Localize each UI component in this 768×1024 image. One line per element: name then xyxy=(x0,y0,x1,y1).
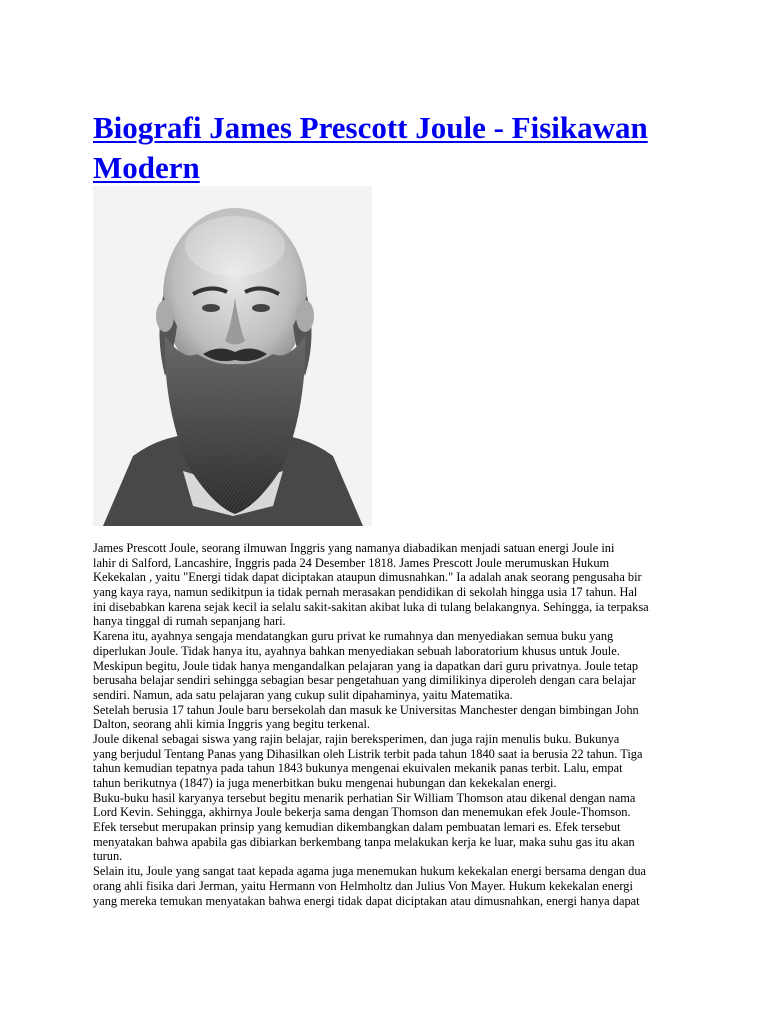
body-line: hanya tinggal di rumah sepanjang hari. xyxy=(93,614,286,629)
body-line: sendiri. Namun, ada satu pelajaran yang cukup sulit dipahaminya, yaitu Matematika. xyxy=(93,687,513,702)
body-line: Lord Kevin. Sehingga, akhirnya Joule bekerja sama dengan Thomson dan menemukan efek Joule-Thomson. xyxy=(93,805,631,820)
body-line: yang berjudul Tentang Panas yang Dihasilkan oleh Listrik terbit pada tahun 1840 saat ia berusia 22 tahun. Tiga xyxy=(93,746,643,761)
body-line: menyatakan bahwa apabila gas dibiarkan berkembang tanpa melakukan kerja ke luar, maka suhu gas itu akan xyxy=(93,834,635,849)
body-line: orang ahli fisika dari Jerman, yaitu Hermann von Helmholtz dan Julius Von Mayer. Hukum kekekalan energi xyxy=(93,878,633,893)
portrait-image xyxy=(93,186,372,526)
body-line: Karena itu, ayahnya sengaja mendatangkan guru privat ke rumahnya dan menyediakan semua buku yang xyxy=(93,629,614,644)
body-line: berusaha belajar sendiri sehingga sebagian besar pengetahuan yang dimilikinya diperoleh dengan cara belajar xyxy=(93,673,636,688)
body-line: lahir di Salford, Lancashire, Inggris pada 24 Desember 1818. James Prescott Joule merumuskan Hukum xyxy=(93,555,610,570)
title-line-1[interactable]: Biografi James Prescott Joule - Fisikawan xyxy=(93,110,648,145)
body-line: yang mereka temukan menyatakan bahwa energi tidak dapat diciptakan atau dimusnahkan, energi hanya dapat xyxy=(93,893,640,908)
body-line: tahun kemudian tepatnya pada tahun 1843 bukunya mengenai ekuivalen mekanik panas terbit. Lalu, empat xyxy=(93,761,623,776)
body-line: Kekekalan , yaitu "Energi tidak dapat diciptakan ataupun dimusnahkan." Ia adalah anak seorang pengusaha bir xyxy=(93,570,642,585)
body-line: Setelah berusia 17 tahun Joule baru bersekolah dan masuk ke Universitas Manchester dengan bimbingan John xyxy=(93,702,639,717)
body-line: Dalton, seorang ahli kimia Inggris yang begitu terkenal. xyxy=(93,717,370,732)
body-line: turun. xyxy=(93,849,123,864)
body-line: Joule dikenal sebagai siswa yang rajin belajar, rajin bereksperimen, dan juga rajin menulis buku. Bukunya xyxy=(93,731,620,746)
portrait-engraving-icon xyxy=(93,186,372,526)
body-line: ini disebabkan karena sejak kecil ia selalu sakit-sakitan akibat luka di tulang belakangnya. Sehingga, ia terpaksa xyxy=(93,599,649,614)
body-line: Buku-buku hasil karyanya tersebut begitu menarik perhatian Sir William Thomson atau dikenal dengan nama xyxy=(93,790,636,805)
body-line: Efek tersebut merupakan prinsip yang kemudian dikembangkan dalam pembuatan lemari es. Efek tersebut xyxy=(93,820,621,835)
article-body xyxy=(93,541,693,908)
article-title-link[interactable] xyxy=(93,108,693,188)
body-line: tahun berikutnya (1847) ia juga menerbitkan buku mengenai hubungan dan kekekalan energi. xyxy=(93,776,557,790)
body-line: yang kaya raya, namun sedikitpun ia tidak pernah merasakan pendidikan di sekolah hingga usia 17 tahun. Hal xyxy=(93,585,638,600)
body-line: diperlukan Joule. Tidak hanya itu, ayahnya bahkan menyediakan sebuah laboratorium khusus untuk Joule. xyxy=(93,643,620,658)
body-line: Meskipun begitu, Joule tidak hanya mengandalkan pelajaran yang ia dapatkan dari guru privatnya. Joule tetap xyxy=(93,658,639,673)
body-line: Selain itu, Joule yang sangat taat kepada agama juga menemukan hukum kekekalan energi bersama dengan dua xyxy=(93,864,647,879)
body-line: James Prescott Joule, seorang ilmuwan Inggris yang namanya diabadikan menjadi satuan energi Joule ini xyxy=(93,541,615,555)
title-line-2[interactable]: Modern xyxy=(93,150,200,185)
